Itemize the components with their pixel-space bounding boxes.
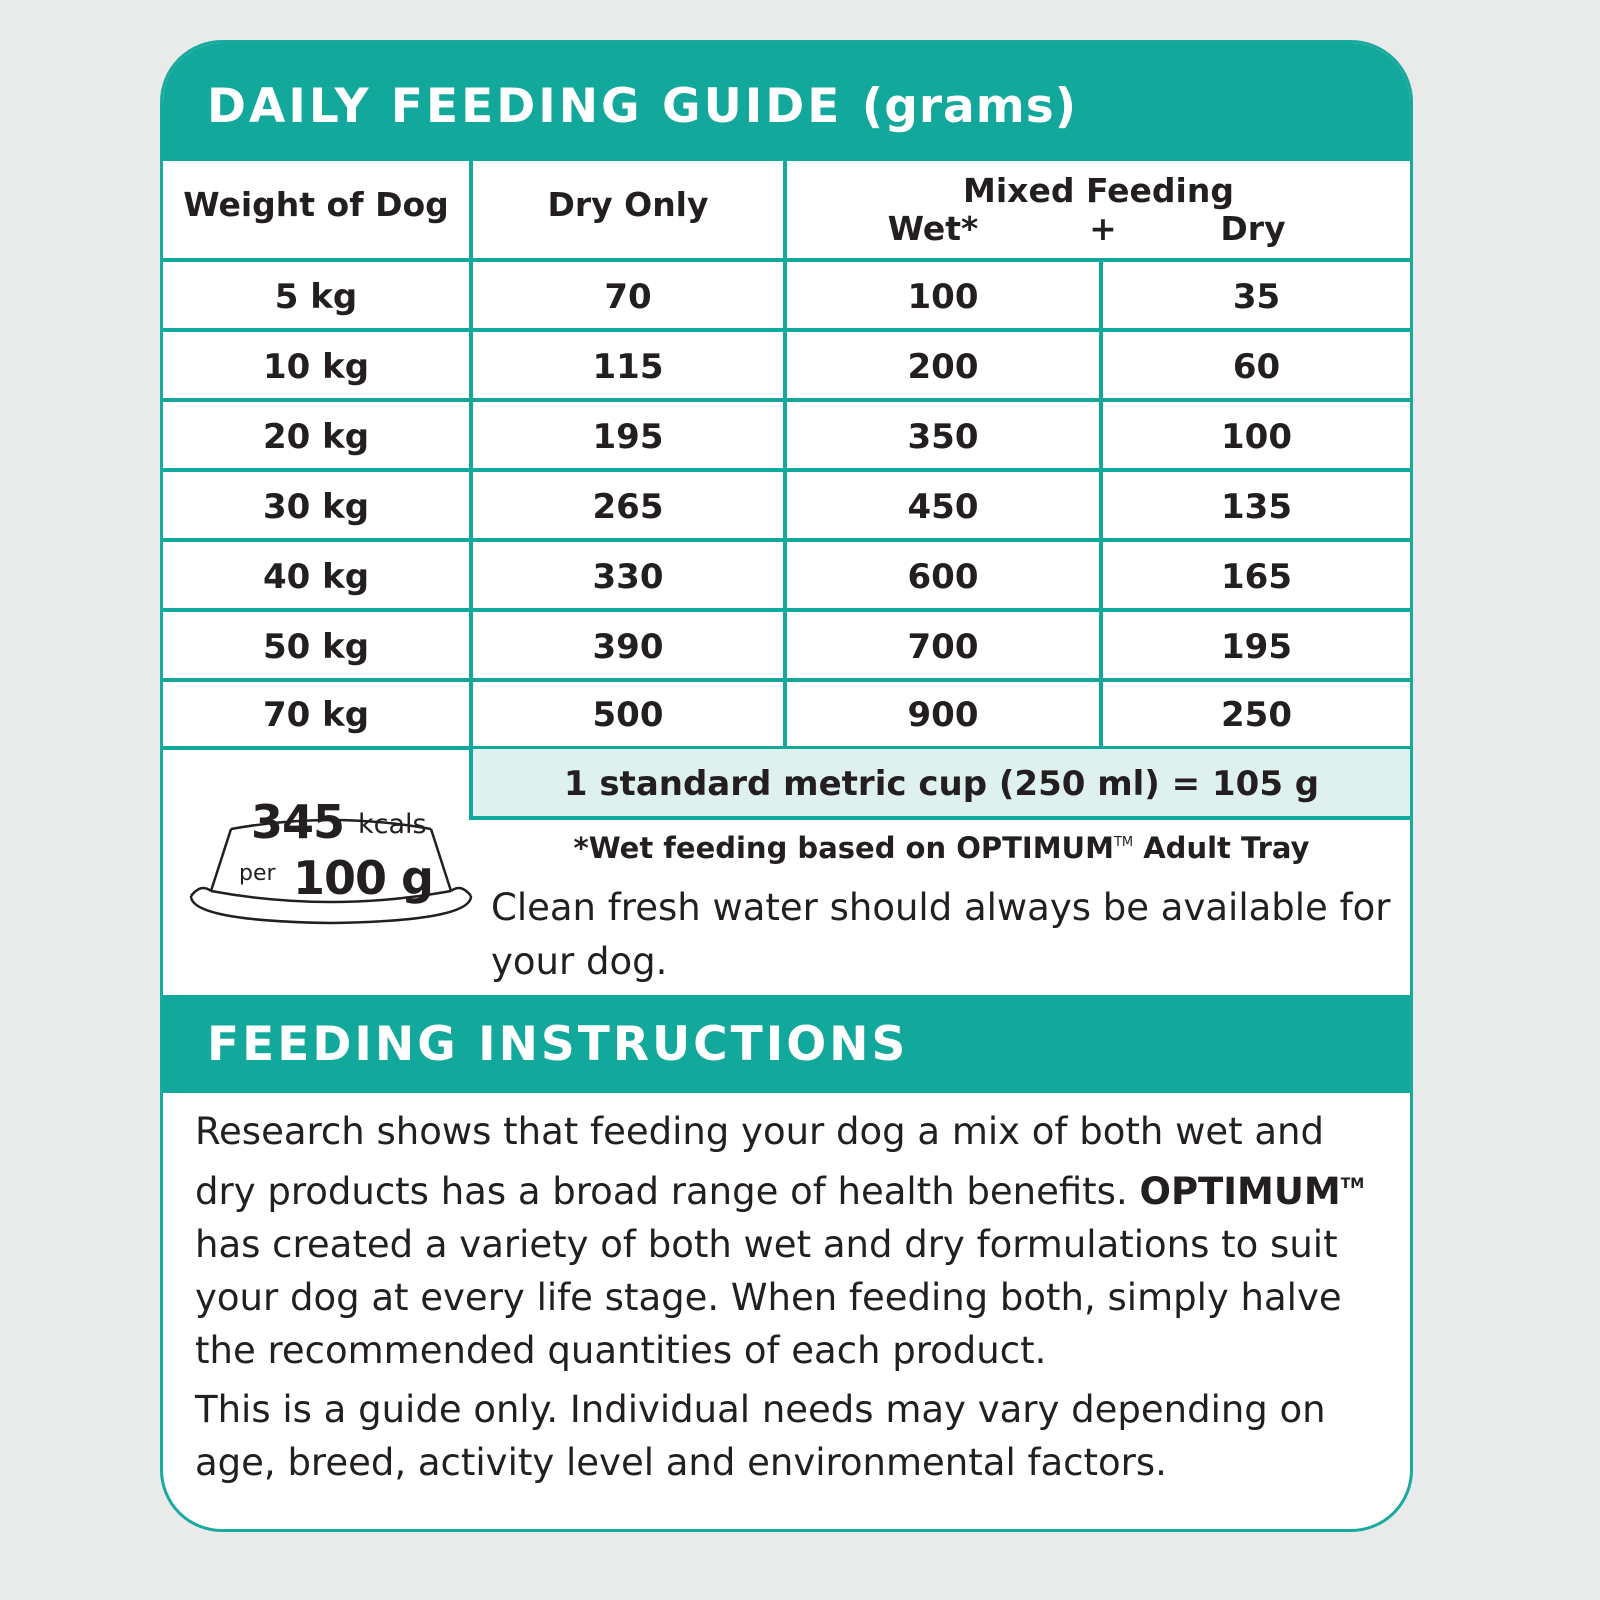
cell-dry: 195 — [1221, 627, 1292, 667]
cell-dry: 100 — [1221, 417, 1292, 457]
cell-weight: 30 kg — [262, 487, 370, 527]
header-dry-only: Dry Only — [547, 185, 709, 224]
feeding-instructions-body — [195, 1105, 1380, 1495]
header-mixed-feeding: Mixed Feeding — [963, 171, 1234, 210]
cell-dry-only: 500 — [592, 695, 664, 735]
cell-weight: 5 kg — [274, 277, 358, 317]
feeding-guide-title: DAILY FEEDING GUIDE — [207, 79, 843, 134]
feeding-guide-unit: (grams) — [861, 79, 1078, 134]
feeding-instructions-title: FEEDING INSTRUCTIONS — [163, 995, 1410, 1093]
cell-wet: 100 — [907, 277, 979, 317]
cell-dry: 60 — [1232, 347, 1281, 387]
instructions-text: has created a variety of both wet and dry formulations to suit your dog at every life stage. When feeding both, simply halve the recommended quantities of each product. — [195, 1223, 1342, 1372]
wet-feeding-note — [473, 831, 1410, 865]
cell-dry-only: 115 — [592, 347, 664, 387]
cell-dry-only: 70 — [604, 277, 652, 317]
instructions-text: Research shows that feeding your dog a mix of both wet and dry products has a broad range of health benefits. — [195, 1110, 1324, 1213]
cell-dry: 165 — [1221, 557, 1292, 597]
cell-weight: 70 kg — [262, 695, 370, 735]
cell-wet: 700 — [907, 627, 979, 667]
wet-feeding-note-text: *Wet feeding based on OPTIMUM — [573, 831, 1114, 865]
cell-wet: 450 — [907, 487, 979, 527]
header-wet: Wet* — [887, 209, 979, 248]
header-dry: Dry — [1220, 209, 1286, 248]
cup-divider — [471, 816, 1410, 820]
water-note: Clean fresh water should always be available for your dog. — [491, 886, 1391, 983]
trademark-symbol: TM — [1340, 1176, 1365, 1192]
cell-dry-only: 330 — [592, 557, 664, 597]
cell-dry: 250 — [1221, 695, 1292, 735]
cell-wet: 350 — [907, 417, 979, 457]
cell-dry-only: 195 — [592, 417, 664, 457]
brand-name — [1139, 1170, 1364, 1213]
cell-wet: 200 — [907, 347, 979, 387]
wet-feeding-note-suffix: Adult Tray — [1133, 831, 1310, 865]
cell-dry: 135 — [1221, 487, 1292, 527]
cell-weight: 10 kg — [262, 347, 370, 387]
kcal-per-amount: 100 g — [293, 851, 433, 905]
kcal-value: 345 — [251, 795, 345, 849]
kcal-per-label: per — [239, 861, 276, 886]
header-weight-of-dog: Weight of Dog — [183, 185, 449, 224]
brand-label: OPTIMUM — [1139, 1170, 1341, 1213]
trademark-symbol: TM — [1113, 835, 1134, 850]
kcal-unit: kcals — [358, 809, 427, 840]
cell-wet: 900 — [907, 695, 979, 735]
cup-conversion-note: 1 standard metric cup (250 ml) = 105 g — [473, 749, 1410, 816]
feeding-guide-title-band — [163, 43, 1410, 161]
cell-dry: 35 — [1232, 277, 1281, 317]
cell-weight: 50 kg — [262, 627, 370, 667]
cell-dry-only: 265 — [592, 487, 664, 527]
instructions-paragraph: This is a guide only. Individual needs may vary depending on age, breed, activity level and environmental factors. — [195, 1388, 1326, 1484]
cell-dry-only: 390 — [592, 627, 664, 667]
cell-weight: 40 kg — [262, 557, 370, 597]
feeding-guide-card — [160, 40, 1413, 1532]
cell-wet: 600 — [907, 557, 979, 597]
cell-weight: 20 kg — [262, 417, 370, 457]
header-plus: + — [1089, 209, 1117, 248]
instructions-paragraph — [195, 1105, 1380, 1377]
